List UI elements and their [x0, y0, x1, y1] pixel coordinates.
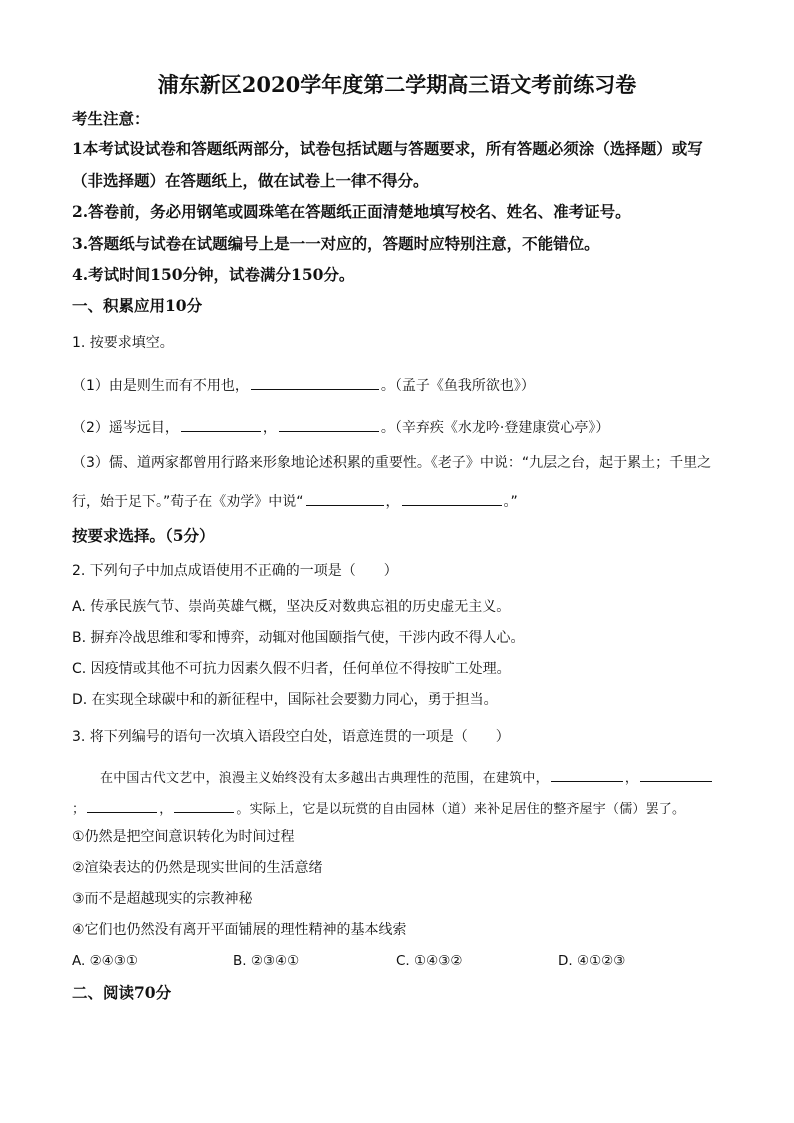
choose-heading: 按要求选择。（5分）	[72, 526, 215, 545]
q2-option-b: B. 摒弃冷战思维和零和博弈，动辄对他国颐指气使，干涉内政不得人心。	[72, 630, 525, 646]
q3-item-1: ①仍然是把空间意识转化为时间过程	[72, 829, 295, 845]
q1-part-2-text: （2）遥岑远目，	[72, 420, 179, 436]
q1-part-3-end: 。”	[503, 494, 518, 510]
q3-passage-line-2	[72, 798, 685, 818]
section-2-heading: 二、阅读70分	[72, 983, 172, 1002]
q1-part-2	[72, 417, 609, 437]
q3-choice-b: B. ②③④①	[233, 953, 300, 969]
answer-blank[interactable]	[251, 375, 379, 390]
answer-blank[interactable]	[402, 491, 502, 506]
q3-passage-text: 在中国古代文艺中，浪漫主义始终没有太多越出古典理性的范围，在建筑中，	[100, 771, 549, 786]
q2-option-d: D. 在实现全球碳中和的新征程中，国际社会要勠力同心，勇于担当。	[72, 692, 498, 708]
q3-passage-sep: ，	[624, 771, 639, 786]
q3-passage-sep: ，	[159, 802, 173, 817]
q3-choice-a: A. ②④③①	[72, 953, 138, 969]
q3-passage-line-1	[100, 767, 714, 787]
notice-item-2: 2.答卷前，务必用钢笔或圆珠笔在答题纸正面清楚地填写校名、姓名、准考证号。	[72, 202, 631, 221]
answer-blank[interactable]	[551, 767, 623, 782]
q3-passage-sep: ；	[72, 802, 86, 817]
notice-item-4: 4.考试时间150分钟，试卷满分150分。	[72, 265, 355, 284]
page-title: 浦东新区2020学年度第二学期高三语文考前练习卷	[157, 72, 637, 97]
answer-blank[interactable]	[181, 417, 261, 432]
notice-item-1b: （非选择题）在答题纸上，做在试卷上一律不得分。	[72, 171, 429, 190]
q3-item-2: ②渲染表达的仍然是现实世间的生活意绪	[72, 860, 323, 876]
q3-item-4: ④它们也仍然没有离开平面铺展的理性精神的基本线索	[72, 922, 407, 938]
notice-item-1a: 1本考试设试卷和答题纸两部分，试卷包括试题与答题要求，所有答题必须涂（选择题）或写	[72, 139, 703, 158]
q3-stem: 3. 将下列编号的语句一次填入语段空白处，语意连贯的一项是（ ）	[72, 729, 510, 745]
q3-choice-d: D. ④①②③	[558, 953, 626, 969]
notice-heading: 考生注意：	[72, 109, 150, 128]
notice-item-3: 3.答题纸与试卷在试题编号上是一一对应的，答题时应特别注意，不能错位。	[72, 234, 600, 253]
q1-part-1-text: （1）由是则生而有不用也，	[72, 378, 249, 394]
q3-choice-c: C. ①④③②	[396, 953, 463, 969]
answer-blank[interactable]	[174, 798, 234, 813]
q1-part-3-text: 行，始于足下。”荀子在《劝学》中说“	[72, 494, 304, 510]
answer-blank[interactable]	[87, 798, 157, 813]
q1-part-2-sep: ，	[262, 420, 277, 436]
answer-blank[interactable]	[306, 491, 384, 506]
q2-option-a: A. 传承民族气节、崇尚英雄气概，坚决反对数典忘祖的历史虚无主义。	[72, 599, 511, 615]
q2-stem: 2. 下列句子中加点成语使用不正确的一项是（ ）	[72, 563, 398, 579]
q3-passage-text-end: 。实际上，它是以玩赏的自由园林（道）来补足居住的整齐屋宇（儒）罢了。	[236, 802, 686, 817]
q1-part-1-source: 。（孟子《鱼我所欲也》）	[380, 378, 535, 394]
q3-item-3: ③而不是超越现实的宗教神秘	[72, 891, 253, 907]
q1-part-3b	[72, 491, 518, 511]
q2-option-c: C. 因疫情或其他不可抗力因素久假不归者，任何单位不得按旷工处理。	[72, 661, 511, 677]
section-1-heading: 一、积累应用10分	[72, 296, 203, 315]
q1-part-3-sep: ，	[385, 494, 400, 510]
q1-part-3a: （3）儒、道两家都曾用行路来形象地论述积累的重要性。《老子》中说：“九层之台，起于累土；千里之	[72, 455, 712, 471]
q1-stem: 1. 按要求填空。	[72, 335, 174, 351]
answer-blank[interactable]	[279, 417, 379, 432]
q1-part-2-source: 。（辛弃疾《水龙吟·登建康赏心亭》）	[380, 420, 610, 436]
q1-part-1	[72, 375, 535, 395]
answer-blank[interactable]	[640, 767, 712, 782]
